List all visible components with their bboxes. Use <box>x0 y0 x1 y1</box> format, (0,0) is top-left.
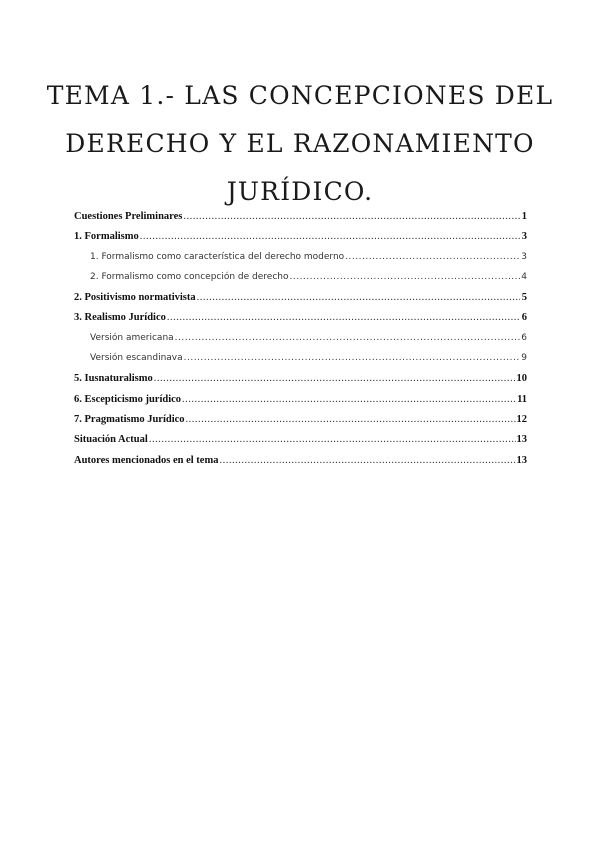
toc-entry[interactable] <box>74 394 527 414</box>
toc-subentry[interactable] <box>74 333 527 353</box>
toc-entry-label: Versión americana <box>90 332 174 343</box>
toc-subentry[interactable] <box>74 252 527 272</box>
toc-dot-leader <box>154 373 516 384</box>
title-line: TEMA 1.- LAS CONCEPCIONES DEL <box>46 81 554 110</box>
toc-subentry[interactable] <box>74 353 527 373</box>
toc-entry-page: 10 <box>516 373 527 385</box>
toc-entry-label: 2. Positivismo normativista <box>74 292 196 304</box>
toc-dot-leader <box>182 394 516 405</box>
toc-entry-label: 2. Formalismo como concepción de derecho <box>90 271 289 282</box>
toc-dot-leader <box>197 292 520 303</box>
title-line: DERECHO Y EL RAZONAMIENTO <box>65 129 535 158</box>
toc-entry[interactable] <box>74 434 527 454</box>
toc-dot-leader <box>149 434 516 445</box>
toc-entry-label: Autores mencionados en el tema <box>74 454 219 466</box>
toc-entry-page: 6 <box>521 332 527 343</box>
toc-entry[interactable] <box>74 292 527 312</box>
toc-entry[interactable] <box>74 231 527 251</box>
toc-dot-leader <box>140 231 520 242</box>
toc-entry-label: 1. Formalismo como característica del derecho moderno <box>90 251 345 262</box>
toc-entry-page: 3 <box>521 251 527 262</box>
toc-entry-page: 9 <box>521 353 527 364</box>
toc-dot-leader <box>289 272 520 282</box>
toc-dot-leader <box>219 455 515 466</box>
toc-entry-page: 6 <box>521 312 527 324</box>
toc-entry-page: 13 <box>516 454 527 466</box>
toc-entry-label: 7. Pragmatismo Jurídico <box>74 413 185 425</box>
toc-entry[interactable] <box>74 373 527 393</box>
toc-entry-label: Versión escandinava <box>90 353 183 364</box>
toc-dot-leader <box>345 252 520 262</box>
toc-dot-leader <box>183 211 520 222</box>
toc-entry-label: Situación Actual <box>74 434 148 446</box>
toc-entry[interactable] <box>74 455 527 475</box>
toc-entry-page: 3 <box>521 231 527 243</box>
toc-entry[interactable] <box>74 211 527 231</box>
toc-dot-leader <box>167 312 520 323</box>
toc-entry[interactable] <box>74 414 527 434</box>
toc-entry[interactable] <box>74 312 527 332</box>
toc-dot-leader <box>184 353 520 363</box>
toc-entry-label: 1. Formalismo <box>74 231 139 243</box>
document-title <box>40 72 560 216</box>
toc-entry-page: 13 <box>516 434 527 446</box>
table-of-contents <box>74 211 527 475</box>
toc-subentry[interactable] <box>74 272 527 292</box>
toc-entry-page: 5 <box>521 292 527 304</box>
toc-entry-label: Cuestiones Preliminares <box>74 211 183 222</box>
toc-entry-page: 1 <box>521 211 527 222</box>
toc-entry-page: 4 <box>521 271 527 282</box>
toc-dot-leader <box>175 333 520 343</box>
toc-entry-label: 3. Realismo Jurídico <box>74 312 166 324</box>
toc-dot-leader <box>186 414 516 425</box>
title-line: JURÍDICO. <box>226 177 374 206</box>
toc-entry-page: 12 <box>516 413 527 425</box>
toc-entry-label: 5. Iusnaturalismo <box>74 373 153 385</box>
toc-entry-label: 6. Escepticismo jurídico <box>74 393 182 405</box>
toc-entry-page: 11 <box>517 393 527 405</box>
